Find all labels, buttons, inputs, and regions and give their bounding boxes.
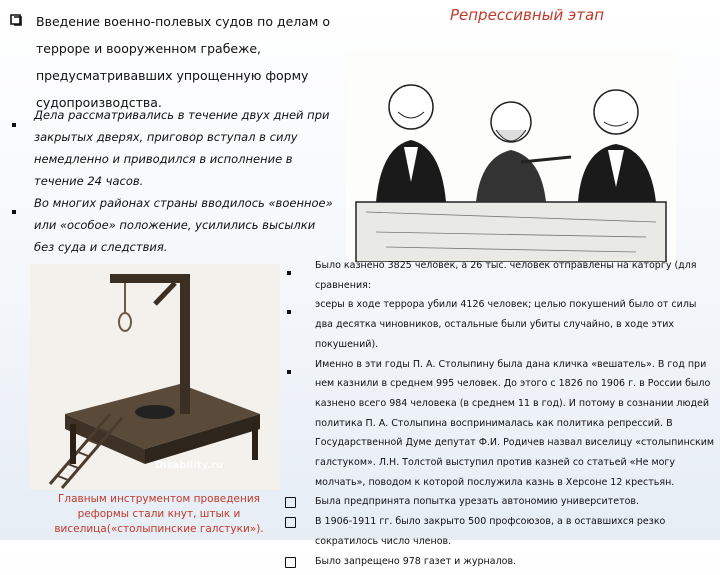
list-item <box>285 256 715 295</box>
gallows-illustration <box>30 264 280 490</box>
list-item <box>285 295 715 354</box>
facts-list <box>285 256 715 571</box>
square-bullet-icon <box>12 204 16 217</box>
list-item <box>285 552 715 572</box>
list-item <box>285 512 715 551</box>
list-item-text: Была предпринята попытка урезать автономию университетов. <box>315 496 640 508</box>
list-item-text: Было запрещено 978 газет и журналов. <box>315 555 517 567</box>
intro-text: Введение военно-полевых судов по делам о терроре и вооруженном грабеже, предусматривавших упрощенную форму судопроизводства. <box>36 14 330 110</box>
cartoon-illustration <box>346 52 676 262</box>
checkbox-bullet-icon <box>10 8 22 20</box>
list-item-text: эсеры в ходе террора убили 4126 человек; целью покушений было от силы два десятка чиновников, остальные были убиты случайно, в ходе этих покушений). <box>315 299 697 350</box>
square-bullet-icon <box>287 263 291 283</box>
square-bullet-icon <box>287 362 291 382</box>
list-item-text: Было казнено 3825 человек, а 26 тыс. человек отправлены на каторгу (для сравнения: <box>315 260 697 291</box>
checkbox-bullet-icon <box>285 556 296 575</box>
list-item <box>285 492 715 512</box>
italic-bullet-2: Во многих районах страны вводилось «военное» или «особое» положение, усилились высылки без суда и следствия. <box>34 196 333 254</box>
italic-bullet-1: Дела рассматривались в течение двух дней при закрытых дверях, приговор вступал в силу немедленно и приводился в исполнение в течение 24 часов. <box>34 108 330 188</box>
list-item-text: Именно в эти годы П. А. Столыпину была дана кличка «вешатель». В год при нем казнили в среднем 995 человек. До этого с 1826 по 1906 г. в России было казнено всего 984 человека (в среднем 11 в год). И потому в сознании людей политика П. А. Столыпина воспринималась как политика репрессий. В Государственной Думе депутат Ф.И. Родичев назвал виселицу «столыпинским галстуком». Л.Н. Толстой выступил против казней со статьей «Не могу молчать», поводом к которой послужила казнь в Херсоне 12 крестьян. <box>315 358 715 488</box>
list-item <box>285 355 715 493</box>
gallows-caption: Главным инструментом проведения реформы стали кнут, штык и виселица(«столыпинские галстуки»). <box>54 493 264 535</box>
list-item-text: В 1906-1911 гг. было закрыто 500 профсоюзов, а в оставшихся резко сократилось число членов. <box>315 516 666 547</box>
slide-title: Репрессивный этап <box>449 6 605 24</box>
square-bullet-icon <box>287 302 291 322</box>
intro-paragraph <box>10 8 350 116</box>
square-bullet-icon <box>12 117 16 130</box>
checkbox-bullet-icon <box>285 516 296 536</box>
watermark: Disability.ru <box>155 460 224 471</box>
